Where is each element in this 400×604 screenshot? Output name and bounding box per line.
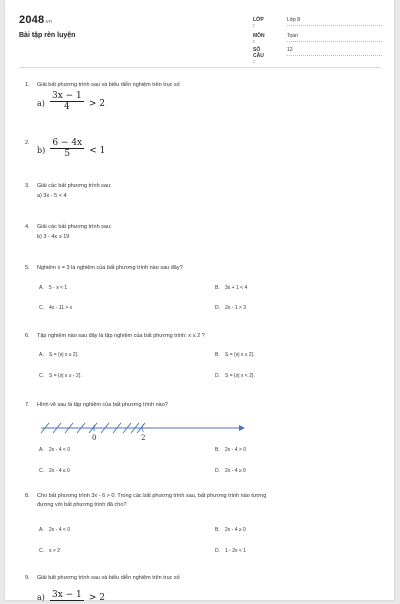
number-line-figure — [37, 408, 247, 442]
question-text: Giải bất phương trình sau và biểu diễn nghiệm trên trục số — [37, 82, 180, 88]
option-b[interactable] — [215, 285, 247, 291]
fraction-numerator: 6 − 4x — [52, 138, 83, 148]
brand-suffix: .vn — [44, 19, 53, 25]
option-a[interactable] — [39, 352, 79, 358]
question-text: Giải các bất phương trình sau: — [37, 224, 112, 230]
option-c[interactable] — [39, 305, 72, 311]
inequality-rhs: > 2 — [88, 593, 106, 603]
question-text: Nghiệm x = 3 là nghiệm của bất phương trình nào sau đây? — [37, 265, 183, 271]
part-label: b) — [37, 146, 46, 155]
fraction-denominator: 5 — [64, 149, 71, 159]
question-9-expression — [37, 585, 105, 604]
option-text: S = {x| x ≥ - 2}. — [49, 373, 82, 379]
tick-label-two: 2 — [141, 434, 146, 442]
tick-label-zero: 0 — [92, 434, 97, 442]
meta-value: Lớp 8 — [287, 17, 382, 26]
option-c[interactable] — [39, 468, 70, 474]
option-letter: B. — [215, 447, 220, 453]
option-a[interactable] — [39, 447, 70, 453]
brand-logo[interactable] — [19, 14, 52, 26]
meta-key: SỐ CÂU : — [253, 47, 264, 65]
page-subtitle: Bài tập rèn luyện — [19, 32, 76, 39]
option-letter: B. — [215, 285, 220, 291]
question-number: 6. — [25, 333, 30, 339]
option-text: 2x - 4 < 0 — [49, 447, 70, 453]
fraction — [50, 91, 84, 112]
inequality-rhs: > 2 — [88, 99, 106, 109]
option-d[interactable] — [215, 373, 255, 379]
option-text: 2x - 4 ≤ 0 — [49, 468, 70, 474]
option-c[interactable] — [39, 548, 60, 554]
option-letter: B. — [215, 527, 220, 533]
option-letter: D. — [215, 548, 220, 554]
option-b[interactable] — [215, 352, 255, 358]
inequality-rhs: < 1 — [89, 146, 106, 156]
option-text: 1 - 2x < 1 — [225, 548, 246, 554]
axis-arrow — [239, 425, 245, 431]
question-number: 5. — [25, 265, 30, 271]
question-number: 4. — [25, 224, 30, 230]
option-letter: C. — [39, 373, 44, 379]
header-divider — [19, 67, 381, 68]
option-d[interactable] — [215, 468, 246, 474]
part-label: a) — [37, 99, 45, 108]
option-letter: A. — [39, 285, 44, 291]
option-text: S = {x| x ≥ 2}. — [49, 352, 79, 358]
option-d[interactable] — [215, 548, 246, 554]
question-number: 7. — [25, 402, 30, 408]
question-sub: a) 3x - 5 < 4 — [37, 193, 67, 199]
question-1-expression — [37, 91, 105, 112]
option-text: 2x - 4 ≥ 0 — [225, 527, 246, 533]
question-number: 2. — [25, 140, 30, 146]
fraction-numerator: 3x − 1 — [51, 590, 82, 600]
option-text: 2x - 4 > 0 — [225, 447, 246, 453]
option-text: 2x - 1 > 3 — [225, 305, 246, 311]
option-text: 5 - x < 1 — [49, 285, 68, 291]
boundary-bracket: ( — [141, 424, 145, 434]
option-text: S = {x| x < 2}. — [225, 373, 255, 379]
question-text: Hình vẽ sau là tập nghiệm của bất phương trình nào? — [37, 402, 168, 408]
option-text: 4x - 11 > x — [49, 305, 73, 311]
option-letter: A. — [39, 527, 44, 533]
option-letter: C. — [39, 468, 44, 474]
fraction — [50, 590, 84, 601]
question-text-cont: đương với bất phương trình đã cho? — [37, 502, 127, 508]
worksheet-page — [5, 0, 394, 603]
brand-name: 2048 — [19, 14, 45, 26]
question-number: 3. — [25, 183, 30, 189]
meta-key: MÔN : — [253, 33, 265, 45]
question-2-expression — [37, 138, 105, 159]
fraction-denominator: 4 — [64, 102, 70, 112]
option-a[interactable] — [39, 285, 67, 291]
option-letter: D. — [215, 305, 220, 311]
option-b[interactable] — [215, 447, 246, 453]
option-text: 3x + 1 < 4 — [225, 285, 248, 291]
question-text: Giải bất phương trình sau và biểu diễn nghiệm trên trục số — [37, 575, 180, 581]
option-letter: A. — [39, 352, 44, 358]
question-number: 9. — [25, 575, 30, 581]
question-sub: b) 3 - 4x ≥ 19 — [37, 234, 70, 240]
meta-value: 12 — [287, 47, 382, 56]
question-text: Giải các bất phương trình sau: — [37, 183, 112, 189]
option-letter: D. — [215, 468, 220, 474]
part-label: a) — [37, 593, 45, 602]
fraction — [50, 138, 84, 159]
question-text: Cho bất phương trình 3x - 6 > 0. Trong các bất phương trình sau, bất phương trình nào tương — [37, 493, 267, 499]
option-a[interactable] — [39, 527, 70, 533]
option-d[interactable] — [215, 305, 246, 311]
option-text: S = {x| x ≤ 2}. — [225, 352, 255, 358]
option-text: 2x - 4 < 0 — [49, 527, 70, 533]
option-text: x > 2 — [49, 548, 60, 554]
option-letter: C. — [39, 548, 44, 554]
option-text: 2x - 4 ≥ 0 — [225, 468, 246, 474]
option-letter: A. — [39, 447, 44, 453]
meta-value: Toán — [287, 33, 382, 42]
option-letter: B. — [215, 352, 220, 358]
question-text: Tập nghiệm nào sau đây là tập nghiệm của bất phương trình: x ≤ 2 ? — [37, 333, 205, 339]
question-number: 8. — [25, 493, 30, 499]
fraction-numerator: 3x − 1 — [51, 91, 82, 101]
option-letter: D. — [215, 373, 220, 379]
option-letter: C. — [39, 305, 44, 311]
meta-key: LỚP : — [253, 17, 264, 29]
option-c[interactable] — [39, 373, 82, 379]
option-b[interactable] — [215, 527, 246, 533]
question-number: 1. — [25, 82, 30, 88]
